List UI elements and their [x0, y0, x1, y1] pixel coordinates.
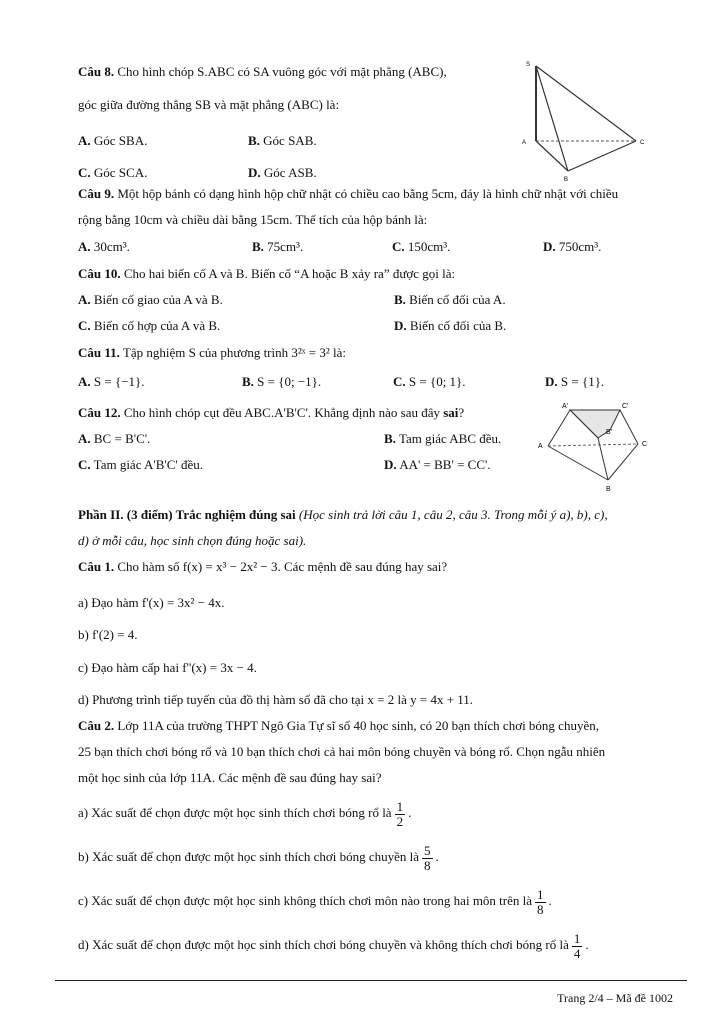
- q8-option-b: B. Góc SAB.: [248, 133, 317, 148]
- q10-option-d: D. Biến cố đối của B.: [394, 318, 507, 333]
- q9-line-1: Câu 9. Một hộp bánh có dạng hình hộp chữ nhật có chiều cao bằng 5cm, đáy là hình chữ nhật với chiều: [78, 186, 619, 201]
- p2q1-item-b: b) f'(2) = 4.: [78, 627, 138, 642]
- q11-option-b: B. S = {0; −1}.: [242, 374, 322, 389]
- footer-divider: [55, 980, 687, 981]
- fig8-label-c: C: [640, 140, 645, 146]
- q11-line-1: Câu 11. Tập nghiệm S của phương trình 3²ˣ = 3² là:: [78, 345, 346, 360]
- q11-option-c: C. S = {0; 1}.: [393, 374, 466, 389]
- part2-note-1: (Học sinh trả lời câu 1, câu 2, câu 3. Trong mỗi ý a), b), c),: [298, 507, 608, 522]
- fraction-d: $\frac{1}{4}$: [573, 930, 581, 961]
- fig8-label-s: S: [526, 62, 531, 68]
- q10-option-c: C. Biến cố hợp của A và B.: [78, 318, 221, 333]
- q8-text-1: Cho hình chóp S.ABC có SA vuông góc với mặt phẳng (ABC),: [117, 64, 447, 79]
- q10-head: Câu 10.: [78, 266, 121, 281]
- q9-head: Câu 9.: [78, 186, 115, 201]
- pyramid-sabc-figure: [518, 56, 658, 188]
- part2-heading: [78, 507, 608, 523]
- p2q1-item-d: d) Phương trình tiếp tuyến của đồ thị hàm số đã cho tại x = 2 là y = 4x + 11.: [78, 692, 474, 707]
- q12-line-1: Câu 12. Cho hình chóp cụt đều ABC.A'B'C'. Khẳng định nào sau đây sai?: [78, 405, 465, 420]
- q9-option-b: B. 75cm³.: [252, 239, 304, 254]
- fig12-label-b: B: [606, 486, 611, 493]
- q12-head: Câu 12.: [78, 405, 121, 420]
- q9-option-c: C. 150cm³.: [392, 239, 451, 254]
- q8-option-a: A. Góc SBA.: [78, 133, 148, 148]
- p2q1-item-c: c) Đạo hàm cấp hai f''(x) = 3x − 4.: [78, 660, 257, 675]
- p2q2-item-d: d) Xác suất để chọn được một học sinh thích chơi bóng chuyền và không thích chơi bóng rổ là $\frac{1}{4}$ .: [78, 930, 589, 961]
- fraction-a: $\frac{1}{2}$: [396, 798, 404, 829]
- p2q2-item-b: b) Xác suất để chọn được một học sinh thích chơi bóng chuyền là $\frac{5}{8}$ .: [78, 842, 439, 873]
- p2q1-line: Câu 1. Cho hàm số f(x) = x³ − 2x² − 3. Các mệnh đề sau đúng hay sai?: [78, 559, 448, 574]
- q12-option-c: C. Tam giác A'B'C' đều.: [78, 457, 204, 472]
- q10-line-1: Câu 10. Cho hai biến cố A và B. Biến cố “A hoặc B xảy ra” được gọi là:: [78, 266, 456, 281]
- p2q1-head: Câu 1.: [78, 559, 115, 574]
- fig8-label-b: B: [564, 177, 569, 183]
- q11-head: Câu 11.: [78, 345, 120, 360]
- fraction-b: $\frac{5}{8}$: [424, 842, 431, 873]
- p2q2-text-2: 25 bạn thích chơi bóng rổ và 10 bạn thích chơi cả hai môn bóng chuyền và bóng rổ. Chọn ngẫu nhiên: [78, 744, 606, 759]
- q11-option-d: D. S = {1}.: [545, 374, 605, 389]
- fig8-label-a: A: [522, 140, 527, 146]
- q12-option-b: B. Tam giác ABC đều.: [384, 431, 502, 446]
- fig12-label-c: C: [642, 441, 648, 448]
- q8-option-c: C. Góc SCA.: [78, 165, 148, 180]
- fraction-c: $\frac{1}{8}$: [537, 886, 544, 917]
- q12-option-a: A. BC = B'C'.: [78, 431, 151, 446]
- truncated-pyramid-figure: [530, 398, 658, 494]
- q8-head: Câu 8.: [78, 64, 115, 79]
- p2q2-text-3: một học sinh của lớp 11A. Các mệnh đề sau đúng hay sai?: [78, 770, 382, 785]
- q8-option-d: D. Góc ASB.: [248, 165, 317, 180]
- part2-note-2: d) ở mỗi câu, học sinh chọn đúng hoặc sai).: [78, 533, 307, 548]
- p2q1-item-a: a) Đạo hàm f'(x) = 3x² − 4x.: [78, 595, 225, 610]
- p2q2-line-1: Câu 2. Lớp 11A của trường THPT Ngô Gia Tự sĩ số 40 học sinh, có 20 bạn thích chơi bóng chuyền,: [78, 718, 599, 733]
- page-footer: Trang 2/4 – Mã đề 1002: [557, 991, 673, 1005]
- q9-option-d: D. 750cm³.: [543, 239, 602, 254]
- fig12-label-b1: B': [606, 429, 613, 436]
- p2q2-item-c: c) Xác suất để chọn được một học sinh không thích chơi môn nào trong hai môn trên là $\frac{1}{8}$ .: [78, 886, 552, 917]
- q10-option-b: B. Biến cố đối của A.: [394, 292, 506, 307]
- p2q2-item-a: a) Xác suất để chọn được một học sinh thích chơi bóng rổ là $\frac{1}{2}$ .: [78, 798, 412, 829]
- q12-option-d: D. AA' = BB' = CC'.: [384, 457, 491, 472]
- q11-option-a: A. S = {−1}.: [78, 374, 145, 389]
- fig12-label-c1: C': [622, 403, 629, 410]
- fig12-label-a1: A': [562, 403, 569, 410]
- p2q2-head: Câu 2.: [78, 718, 115, 733]
- fig12-label-a: A: [538, 443, 543, 450]
- q9-text-2: rộng bằng 10cm và chiều dài bằng 15cm. Thể tích của hộp bánh là:: [78, 212, 428, 227]
- q8-text-2: góc giữa đường thẳng SB và mặt phẳng (ABC) là:: [78, 97, 340, 112]
- q8-line-1: [78, 64, 447, 80]
- q9-option-a: A. 30cm³.: [78, 239, 130, 254]
- q10-option-a: A. Biến cố giao của A và B.: [78, 292, 223, 307]
- part2-title: Phần II. (3 điểm) Trắc nghiệm đúng sai: [78, 507, 296, 522]
